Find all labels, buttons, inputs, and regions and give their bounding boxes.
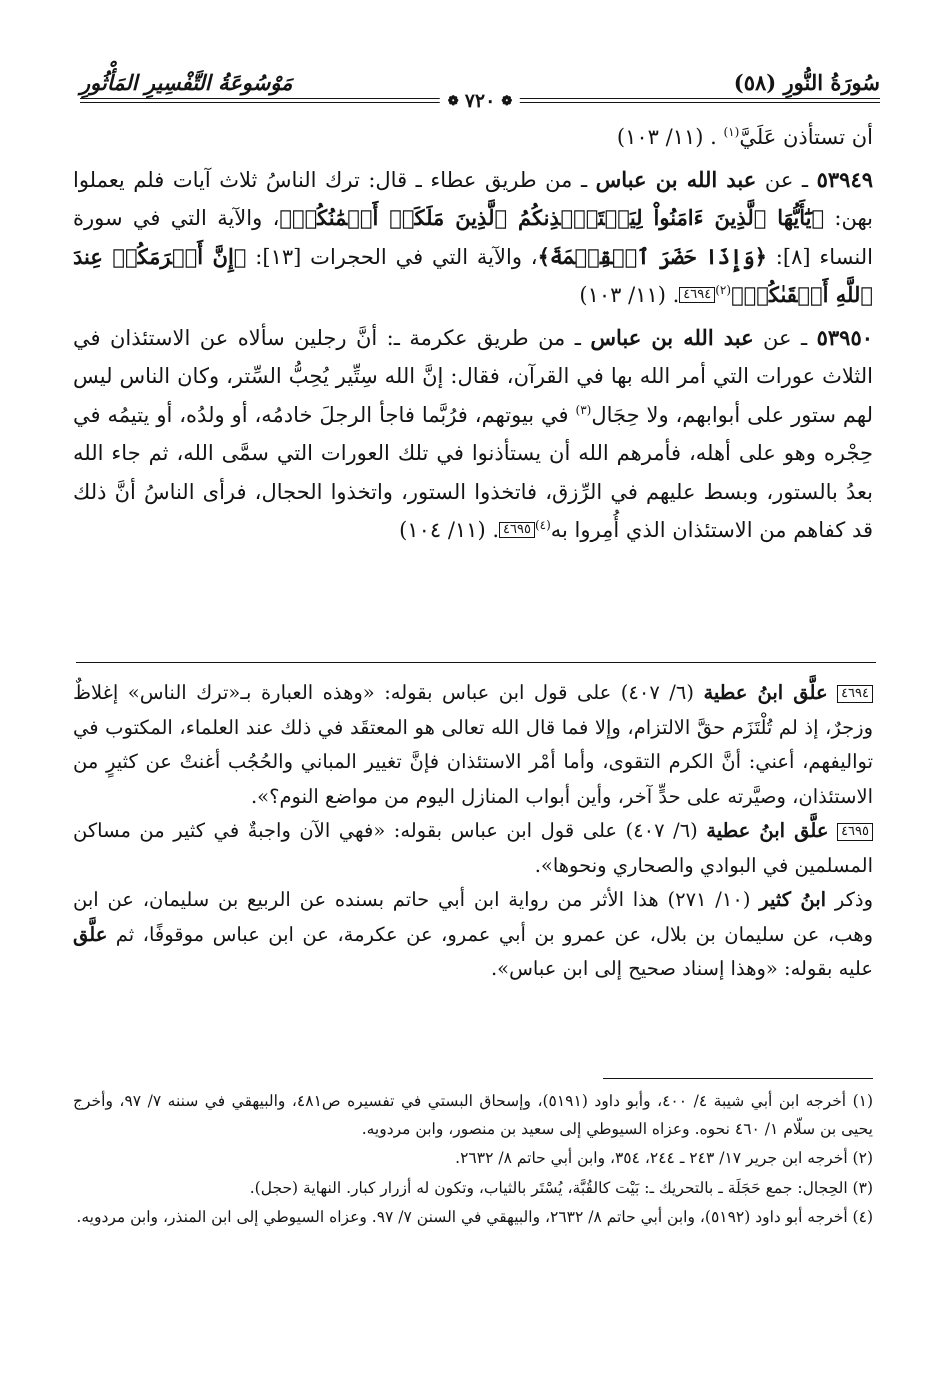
comment-ref-box: ٤٦٩٤ bbox=[679, 287, 715, 303]
footnote-2: (٢) أخرجه ابن جرير ١٧/ ٢٤٣ ـ ٢٤٤، ٣٥٤، وابن أبي حاتم ٨/ ٢٦٣٢. bbox=[455, 1149, 873, 1167]
surah-title: سُورَةُ النُّورِ (٥٨) bbox=[733, 70, 880, 95]
footnotes-separator bbox=[603, 1078, 873, 1079]
narration-text: ، والآية التي في سورة النساء [٨]: bbox=[73, 206, 874, 269]
source-ref: . (١١/ ١٠٣) bbox=[616, 125, 717, 149]
narration-lead: ـ عن bbox=[756, 167, 817, 192]
comment-number-box: ٤٦٩٥ bbox=[837, 823, 873, 841]
ornament-right-icon: ❁ bbox=[501, 93, 513, 109]
footnote-4: (٤) أخرجه أبو داود (٥١٩٢)، وابن أبي حاتم ٨/ ٢٦٣٢، والبيهقي في السنن ٧/ ٩٧. وعزاه السيوطي إلى ابن المنذر، وابن مردويه. bbox=[76, 1208, 873, 1226]
comment-lead: وذكر bbox=[826, 888, 873, 911]
comment-4694 bbox=[73, 676, 873, 814]
footnote-ref-3: (٣) bbox=[575, 402, 592, 417]
commentary-section bbox=[73, 676, 873, 987]
page-header bbox=[80, 60, 880, 110]
narration-text: ـ من طريق عكرمة ـ: أنَّ رجلين سألاه عن الاستئذان في الثلاث عورات التي أمر الله بها في القرآن، فقال: إنَّ الله سِتِّير يُحِبُّ السِّتر، وكان الناس ليس لهم ستور على أبوابهم، ولا حِجَال bbox=[73, 325, 873, 427]
comments-separator bbox=[76, 662, 876, 663]
quran-verse: ﴿يَٰٓأَيُّهَا ٱلَّذِينَ ءَامَنُواْ لِيَسۡتَـٔۡذِنكُمُ ٱلَّذِينَ مَلَكَتۡ أَيۡمَٰنُكُمۡ﴾ bbox=[279, 205, 825, 230]
narration-text: في بيوتهم، فرُبَّما فاجأ الرجلَ خادمُه، أو ولدُه، أو يتيمُه في حِجْره وهو على أهله، فأمرهم الله أن يستأذنوا في تلك العورات التي سمَّى الله، ثم جاء الله بعدُ بالستور، وبسط عليهم في الرِّزق، فاتخذوا الستور، واتخذوا الحجال، فرأى الناسُ أنَّ ذلك قد كفاهم من الاستئذان الذي أُمِروا به bbox=[73, 402, 873, 542]
comment-text: (١٠/ ٢٧١) هذا الأثر من رواية ابن أبي حاتم بسنده عن الربيع بن سليمان، عن ابن وهب، عن سليمان بن بلال، عن عمرو بن أبي عمرو، عن عكرمة، عن ابن عباس موقوفًا، ثم bbox=[73, 888, 873, 946]
quran-verse: ﴿إِنَّ أَكۡرَمَكُمۡ عِندَ ٱللَّهِ أَتۡقَىٰكُمۡ﴾ bbox=[73, 243, 873, 307]
comment-ref-box: ٤٦٩٥ bbox=[499, 522, 535, 538]
page-number-group bbox=[440, 90, 520, 112]
commentator-name: ابنُ كثير bbox=[759, 888, 827, 911]
narrator-name: عبد الله بن عباس bbox=[590, 324, 754, 350]
footnote-ref-2: (٢) bbox=[715, 283, 732, 297]
narration-53949 bbox=[73, 161, 873, 315]
main-text bbox=[73, 118, 873, 554]
quran-verse: ﴿وَإِذَا حَضَرَ ٱلۡقِسۡمَةَ﴾ bbox=[537, 243, 767, 269]
comment-4695 bbox=[73, 814, 873, 883]
comment-number-box: ٤٦٩٤ bbox=[837, 685, 873, 703]
ornament-left-icon: ❁ bbox=[447, 93, 459, 109]
commentator-name: علَّق ابنُ عطية bbox=[706, 819, 829, 842]
book-title: مَوْسُوعَةُ التَّفْسِيرِ المَأْثُورِ bbox=[80, 70, 293, 95]
footnote-3: (٣) الحِجال: جمع حَجَلَة ـ بالتحريك ـ: بَيْت كالقُبَّة، يُسْتَر بالثياب، وتكون له أزرار كبار. النهاية (حجل). bbox=[249, 1178, 873, 1197]
source-ref: . (١١/ ١٠٤) bbox=[399, 518, 500, 542]
comment-text: (٦/ ٤٠٧) على قول ابن عباس بقوله: «وهذه العبارة بـ«ترك الناس» إغلاظٌ وزجرٌ، إذ لم تُلْتَزَم حقَّ الالتزام، وإلا فما قال الله تعالى هو المعتقَد في ذلك عند العلماء، المكتوب في تواليفهم، أعني: أنَّ الكرم التقوى، وأما أمْر الاستئذان فإنَّ تغيير المباني والحُجُب أغنتْ عن كثيرٍ من الاستئذان، وصيَّرته على حدٍّ آخر، وأين أبواب المنازل اليوم من مواضع النوم؟». bbox=[73, 681, 873, 808]
comment-text: عليه بقوله: «وهذا إسناد صحيح إلى ابن عباس». bbox=[490, 957, 873, 980]
narration-text: ـ من طريق عطاء ـ قال: ترك الناسُ ثلاث آيات فلم يعملوا بهن: bbox=[73, 167, 873, 230]
comment-keyword: علَّق bbox=[73, 922, 108, 946]
comment-ibn-kathir bbox=[73, 883, 873, 987]
narration-number: ٥٣٩٥٠ bbox=[816, 324, 874, 350]
narration-53950 bbox=[73, 319, 873, 550]
comment-text: (٦/ ٤٠٧) على قول ابن عباس بقوله: «فهي الآن واجبةٌ في كثير من مساكن المسلمين في البوادي والصحاري ونحوها». bbox=[73, 819, 873, 877]
source-ref: . (١١/ ١٠٣) bbox=[579, 283, 680, 307]
narration-text: ، والآية التي في الحجرات [١٣]: bbox=[246, 244, 538, 269]
footnotes-section bbox=[73, 1088, 873, 1234]
narrator-name: عبد الله بن عباس bbox=[595, 166, 757, 192]
commentator-name: علَّق ابنُ عطية bbox=[703, 681, 828, 704]
footnote-ref-4: (٤) bbox=[534, 518, 551, 532]
narration-lead: ـ عن bbox=[753, 325, 817, 350]
continuation-text: أن تستأذن عَلَيَّ bbox=[739, 125, 873, 149]
page-number: ٧٢٠ bbox=[464, 90, 496, 112]
footnote-1: (١) أخرجه ابن أبي شيبة ٤/ ٤٠٠، وأبو داود (٥١٩١)، وإسحاق البستي في تفسيره ص٤٨١، والبيهقي في سننه ٧/ ٩٧، وأخرج يحيى بن سلّام ١/ ٤٦٠ نحوه. وعزاه السيوطي إلى سعيد بن منصور، وابن مردويه. bbox=[73, 1092, 874, 1138]
footnote-ref-1: (١) bbox=[723, 125, 740, 139]
narration-number: ٥٣٩٤٩ bbox=[816, 166, 874, 192]
paragraph-continuation bbox=[73, 118, 873, 157]
